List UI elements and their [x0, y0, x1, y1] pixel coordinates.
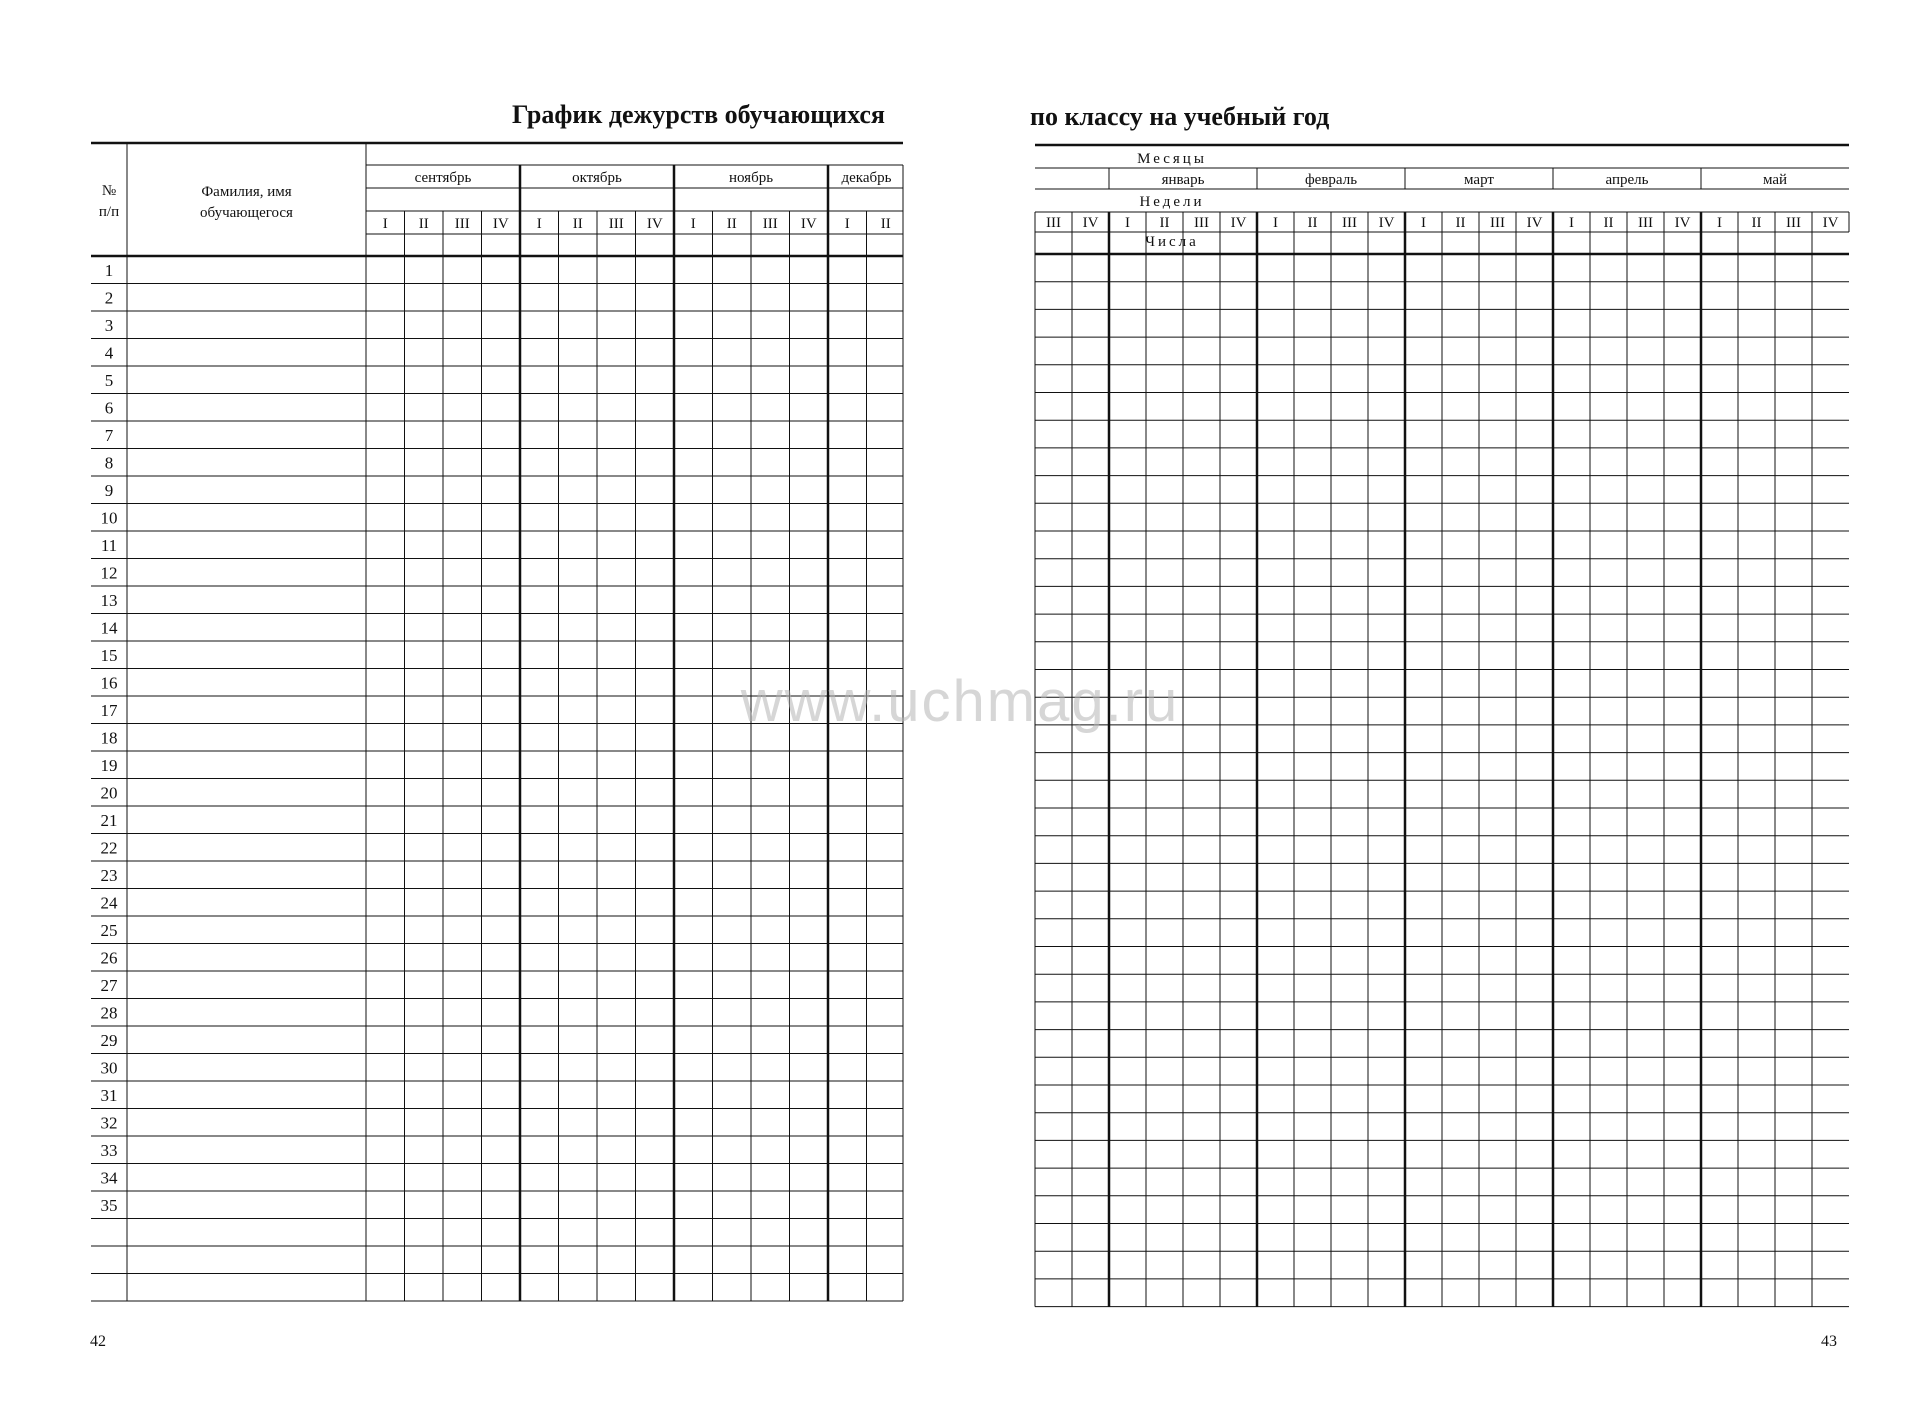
week-label: II — [1603, 215, 1614, 231]
week-label: IV — [1378, 215, 1395, 231]
number-header-label: п/п — [98, 204, 120, 220]
week-label: III — [1342, 215, 1357, 231]
row-number: 30 — [100, 1058, 118, 1078]
row-number: 24 — [100, 893, 118, 913]
week-label: II — [418, 216, 429, 232]
row-number: 11 — [100, 536, 118, 555]
right-page-number: 43 — [1821, 1333, 1837, 1350]
week-label: I — [536, 216, 542, 232]
row-number: 6 — [104, 398, 114, 418]
row-number: 8 — [104, 453, 114, 473]
week-label: III — [1638, 215, 1653, 231]
right-page-title: по классу на учебный год — [1030, 102, 1330, 131]
row-number: 34 — [100, 1168, 118, 1188]
row-number: 22 — [100, 838, 118, 858]
week-label: IV — [1230, 215, 1247, 231]
month-label: февраль — [1304, 172, 1358, 188]
week-label: III — [1786, 215, 1801, 231]
row-number: 20 — [100, 783, 118, 803]
week-label: II — [880, 216, 891, 232]
row-number: 3 — [104, 316, 114, 335]
row-number: 15 — [100, 646, 118, 665]
week-label: III — [454, 216, 470, 232]
row-number: 32 — [100, 1113, 118, 1133]
week-label: III — [1490, 215, 1505, 231]
row-number: 19 — [100, 756, 118, 775]
week-label: IV — [800, 216, 817, 232]
week-label: IV — [1822, 215, 1839, 231]
month-label: декабрь — [841, 170, 892, 186]
row-number: 10 — [100, 508, 118, 528]
month-label: ноябрь — [728, 170, 774, 186]
week-label: I — [844, 216, 850, 232]
week-label: IV — [492, 216, 509, 232]
number-header-label: № — [101, 183, 117, 199]
name-header-label: обучающегося — [200, 205, 293, 221]
row-number: 1 — [104, 261, 114, 280]
month-label: апрель — [1605, 172, 1649, 188]
row-number: 4 — [104, 343, 114, 363]
week-label: II — [1751, 215, 1762, 231]
week-label: I — [1125, 215, 1130, 231]
week-label: I — [1421, 215, 1426, 231]
week-label: IV — [646, 216, 663, 232]
row-number: 21 — [100, 811, 118, 830]
weeks-section-label: Недели — [1139, 194, 1205, 210]
week-label: I — [1717, 215, 1722, 231]
week-label: IV — [1674, 215, 1691, 231]
dates-section-label: Числа — [1145, 234, 1199, 250]
week-label: II — [726, 216, 737, 232]
week-label: IV — [1082, 215, 1099, 231]
week-label: IV — [1526, 215, 1543, 231]
month-label: сентябрь — [414, 170, 472, 186]
week-label: III — [1194, 215, 1209, 231]
row-number: 9 — [104, 481, 114, 500]
row-number: 25 — [100, 921, 118, 940]
month-label: январь — [1161, 172, 1205, 188]
row-number: 12 — [100, 563, 118, 583]
row-number: 31 — [100, 1086, 118, 1105]
week-label: II — [1307, 215, 1318, 231]
name-header-label: Фамилия, имя — [201, 184, 292, 200]
row-number: 16 — [100, 673, 118, 693]
week-label: II — [1455, 215, 1466, 231]
row-number: 26 — [100, 948, 118, 968]
week-label: I — [1569, 215, 1574, 231]
month-label: октябрь — [572, 170, 622, 186]
week-label: III — [1046, 215, 1061, 231]
week-label: I — [382, 216, 388, 232]
left-page-number: 42 — [90, 1333, 106, 1350]
row-number: 13 — [100, 591, 118, 610]
months-section-label: Месяцы — [1137, 151, 1207, 167]
row-number: 35 — [100, 1196, 118, 1215]
row-number: 28 — [100, 1003, 118, 1023]
row-number: 17 — [100, 701, 118, 720]
row-number: 2 — [104, 288, 114, 308]
row-number: 5 — [104, 371, 114, 390]
row-number: 33 — [100, 1141, 118, 1160]
row-number: 27 — [100, 976, 118, 995]
week-label: I — [1273, 215, 1278, 231]
week-label: III — [608, 216, 624, 232]
row-number: 29 — [100, 1031, 118, 1050]
month-label: март — [1464, 172, 1494, 188]
row-number: 7 — [104, 426, 114, 445]
row-number: 23 — [100, 866, 118, 885]
week-label: III — [762, 216, 778, 232]
left-page-title: График дежурств обучающихся — [512, 100, 886, 129]
row-number: 18 — [100, 728, 118, 748]
watermark: www.uchmag.ru — [740, 669, 1180, 734]
week-label: II — [1159, 215, 1170, 231]
month-label: май — [1762, 172, 1788, 188]
week-label: I — [690, 216, 696, 232]
week-label: II — [572, 216, 583, 232]
row-number: 14 — [100, 618, 118, 638]
